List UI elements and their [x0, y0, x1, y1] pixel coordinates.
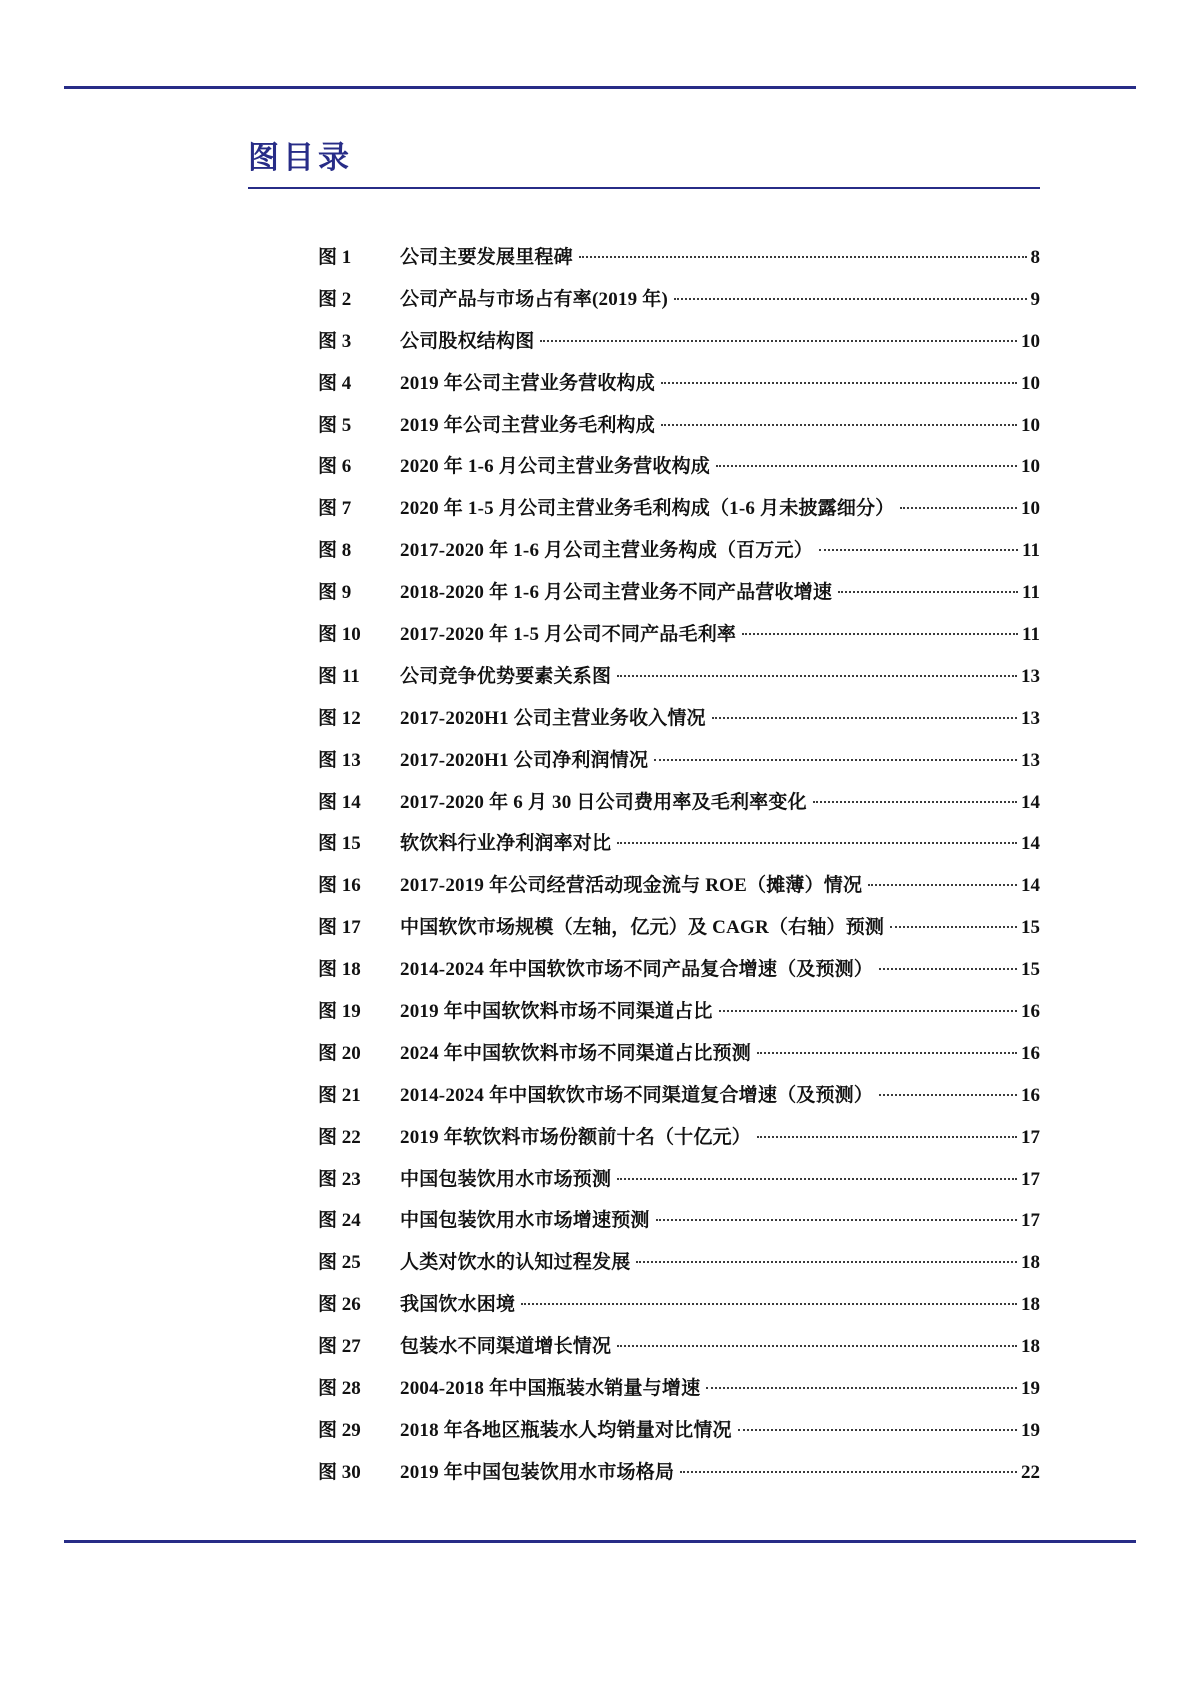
- figure-label: 图 26: [318, 1294, 361, 1316]
- toc-entry[interactable]: [318, 405, 1040, 447]
- dot-leader: [838, 591, 1018, 593]
- figure-label: 图 12: [318, 707, 361, 729]
- figure-title: 2019 年公司主营业务营收构成: [400, 372, 655, 394]
- figure-label: 图 15: [318, 833, 361, 855]
- toc-entry[interactable]: [318, 614, 1040, 656]
- dot-leader: [879, 968, 1017, 970]
- page-number: 8: [1030, 247, 1040, 268]
- dot-leader: [868, 884, 1017, 886]
- dot-leader: [757, 1136, 1017, 1138]
- dot-leader: [617, 1345, 1017, 1347]
- dot-leader: [706, 1387, 1017, 1389]
- dot-leader: [890, 926, 1017, 928]
- toc-entry[interactable]: [318, 488, 1040, 530]
- figure-label: 图 2: [318, 288, 352, 310]
- dot-leader: [617, 842, 1017, 844]
- page-number: 11: [1022, 582, 1040, 604]
- page-number: 19: [1021, 1378, 1040, 1400]
- figure-title: 我国饮水困境: [400, 1294, 516, 1316]
- toc-entry[interactable]: [318, 823, 1040, 865]
- toc-entry[interactable]: [318, 698, 1040, 740]
- figure-title: 2004-2018 年中国瓶装水销量与增速: [400, 1378, 701, 1400]
- figure-label: 图 6: [318, 456, 352, 478]
- figure-title: 2017-2020 年 1-6 月公司主营业务构成（百万元）: [400, 540, 813, 562]
- dot-leader: [661, 382, 1017, 384]
- toc-entry[interactable]: [318, 991, 1040, 1033]
- figure-title: 2014-2024 年中国软饮市场不同渠道复合增速（及预测）: [400, 1084, 874, 1106]
- toc-entry[interactable]: [318, 740, 1040, 782]
- page-title: 图目录: [248, 140, 353, 175]
- page-number: 18: [1021, 1252, 1040, 1274]
- dot-leader: [716, 465, 1017, 467]
- figure-label: 图 4: [318, 372, 352, 394]
- page-number: 18: [1021, 1294, 1040, 1316]
- toc-entry[interactable]: [318, 237, 1040, 279]
- section-title-block: [248, 132, 1040, 189]
- page-number: 14: [1021, 833, 1040, 855]
- figure-label: 图 30: [318, 1461, 361, 1483]
- dot-leader: [656, 1219, 1017, 1221]
- figure-label: 图 28: [318, 1378, 361, 1400]
- page-number: 10: [1021, 330, 1040, 352]
- figure-label: 图 17: [318, 917, 361, 939]
- figure-title: 2020 年 1-6 月公司主营业务营收构成: [400, 456, 710, 478]
- toc-entry[interactable]: [318, 1410, 1040, 1452]
- dot-leader: [617, 1178, 1017, 1180]
- page-number: 10: [1021, 498, 1040, 520]
- toc-entry[interactable]: [318, 1117, 1040, 1159]
- toc-entry[interactable]: [318, 530, 1040, 572]
- figure-label: 图 22: [318, 1126, 361, 1148]
- figure-label: 图 1: [318, 247, 352, 268]
- figure-label: 图 27: [318, 1336, 361, 1358]
- figure-label: 图 24: [318, 1210, 361, 1232]
- dot-leader: [719, 1010, 1017, 1012]
- dot-leader: [521, 1303, 1017, 1305]
- page-number: 11: [1022, 540, 1040, 562]
- dot-leader: [674, 298, 1026, 300]
- toc-entry[interactable]: [318, 1452, 1040, 1494]
- figure-label: 图 8: [318, 540, 352, 562]
- figure-title: 2014-2024 年中国软饮市场不同产品复合增速（及预测）: [400, 959, 874, 981]
- toc-entry[interactable]: [318, 907, 1040, 949]
- figure-title: 2017-2020 年 6 月 30 日公司费用率及毛利率变化: [400, 791, 807, 813]
- top-rule: [64, 86, 1136, 89]
- figure-title: 2017-2020 年 1-5 月公司不同产品毛利率: [400, 624, 737, 646]
- figure-label: 图 16: [318, 875, 361, 897]
- dot-leader: [661, 424, 1017, 426]
- figure-title: 公司产品与市场占有率(2019 年): [400, 288, 669, 310]
- dot-leader: [757, 1052, 1017, 1054]
- dot-leader: [742, 633, 1018, 635]
- page-number: 13: [1021, 749, 1040, 771]
- figure-title: 2024 年中国软饮料市场不同渠道占比预测: [400, 1042, 751, 1064]
- figure-title: 2020 年 1-5 月公司主营业务毛利构成（1-6 月未披露细分）: [400, 498, 895, 520]
- page-number: 9: [1030, 288, 1040, 310]
- toc-entry[interactable]: [318, 782, 1040, 824]
- dot-leader: [636, 1261, 1017, 1263]
- toc-entry[interactable]: [318, 321, 1040, 363]
- toc-entry[interactable]: [318, 279, 1040, 321]
- figure-title: 公司股权结构图: [400, 330, 535, 352]
- toc-entry[interactable]: [318, 1200, 1040, 1242]
- figure-title: 中国包装饮用水市场增速预测: [400, 1210, 650, 1232]
- page-number: 18: [1021, 1336, 1040, 1358]
- figure-title: 2017-2020H1 公司净利润情况: [400, 749, 649, 771]
- toc-entry[interactable]: [318, 1326, 1040, 1368]
- figure-label: 图 5: [318, 414, 352, 436]
- page-number: 10: [1021, 456, 1040, 478]
- toc-entry[interactable]: [318, 1033, 1040, 1075]
- figure-title: 2019 年中国包装饮用水市场格局: [400, 1461, 675, 1483]
- figure-label: 图 18: [318, 959, 361, 981]
- page-number: 10: [1021, 372, 1040, 394]
- dot-leader: [900, 507, 1017, 509]
- figure-title: 中国包装饮用水市场预测: [400, 1168, 612, 1190]
- dot-leader: [879, 1094, 1017, 1096]
- figure-label: 图 13: [318, 749, 361, 771]
- toc-entry[interactable]: [318, 656, 1040, 698]
- figure-title: 2019 年中国软饮料市场不同渠道占比: [400, 1001, 713, 1023]
- figure-label: 图 11: [318, 665, 360, 687]
- page-number: 16: [1021, 1042, 1040, 1064]
- toc-entry[interactable]: [318, 572, 1040, 614]
- figure-title: 2017-2020H1 公司主营业务收入情况: [400, 707, 706, 729]
- page-number: 17: [1021, 1210, 1040, 1232]
- dot-leader: [819, 549, 1018, 551]
- figure-label: 图 29: [318, 1419, 361, 1441]
- page-number: 16: [1021, 1001, 1040, 1023]
- dot-leader: [680, 1471, 1017, 1473]
- figure-label: 图 3: [318, 330, 352, 352]
- figure-title: 软饮料行业净利润率对比: [400, 833, 612, 855]
- toc-entry[interactable]: [318, 363, 1040, 405]
- figure-title: 公司主要发展里程碑: [400, 247, 573, 268]
- figure-label: 图 10: [318, 624, 361, 646]
- figure-label: 图 7: [318, 498, 352, 520]
- dot-leader: [738, 1429, 1017, 1431]
- figure-label: 图 25: [318, 1252, 361, 1274]
- page-number: 14: [1021, 875, 1040, 897]
- toc-entry[interactable]: [318, 949, 1040, 991]
- toc-entry[interactable]: [318, 446, 1040, 488]
- page-number: 10: [1021, 414, 1040, 436]
- page-number: 19: [1021, 1419, 1040, 1441]
- dot-leader: [617, 675, 1017, 677]
- toc-entry[interactable]: [318, 1159, 1040, 1201]
- page-number: 22: [1021, 1461, 1040, 1483]
- toc-entry[interactable]: [318, 1075, 1040, 1117]
- figure-title: 2018-2020 年 1-6 月公司主营业务不同产品营收增速: [400, 582, 833, 604]
- toc-entry[interactable]: [318, 1242, 1040, 1284]
- figure-label: 图 23: [318, 1168, 361, 1190]
- toc-entry[interactable]: [318, 1368, 1040, 1410]
- figure-title: 包装水不同渠道增长情况: [400, 1336, 612, 1358]
- dot-leader: [712, 717, 1017, 719]
- figure-label: 图 19: [318, 1001, 361, 1023]
- figure-title: 2018 年各地区瓶装水人均销量对比情况: [400, 1419, 732, 1441]
- toc-entry[interactable]: [318, 865, 1040, 907]
- figure-label: 图 9: [318, 582, 352, 604]
- figure-title: 中国软饮市场规模（左轴，亿元）及 CAGR（右轴）预测: [400, 917, 885, 939]
- dot-leader: [654, 759, 1017, 761]
- dot-leader: [813, 801, 1017, 803]
- page-number: 17: [1021, 1168, 1040, 1190]
- page-number: 15: [1021, 959, 1040, 981]
- figure-label: 图 21: [318, 1084, 361, 1106]
- figure-label: 图 20: [318, 1042, 361, 1064]
- figure-title: 人类对饮水的认知过程发展: [400, 1252, 631, 1274]
- page-number: 11: [1022, 624, 1040, 646]
- page-number: 16: [1021, 1084, 1040, 1106]
- dot-leader: [540, 340, 1017, 342]
- figure-title: 公司竞争优势要素关系图: [400, 665, 612, 687]
- toc-list: [318, 237, 1040, 1494]
- page-number: 14: [1021, 791, 1040, 813]
- figure-title: 2019 年软饮料市场份额前十名（十亿元）: [400, 1126, 751, 1148]
- page-number: 17: [1021, 1126, 1040, 1148]
- toc-entry[interactable]: [318, 1284, 1040, 1326]
- page-number: 13: [1021, 665, 1040, 687]
- bottom-rule: [64, 1540, 1136, 1543]
- page-number: 13: [1021, 707, 1040, 729]
- figure-label: 图 14: [318, 791, 361, 813]
- dot-leader: [579, 256, 1027, 258]
- figure-title: 2019 年公司主营业务毛利构成: [400, 414, 655, 436]
- figure-title: 2017-2019 年公司经营活动现金流与 ROE（摊薄）情况: [400, 875, 863, 897]
- page-number: 15: [1021, 917, 1040, 939]
